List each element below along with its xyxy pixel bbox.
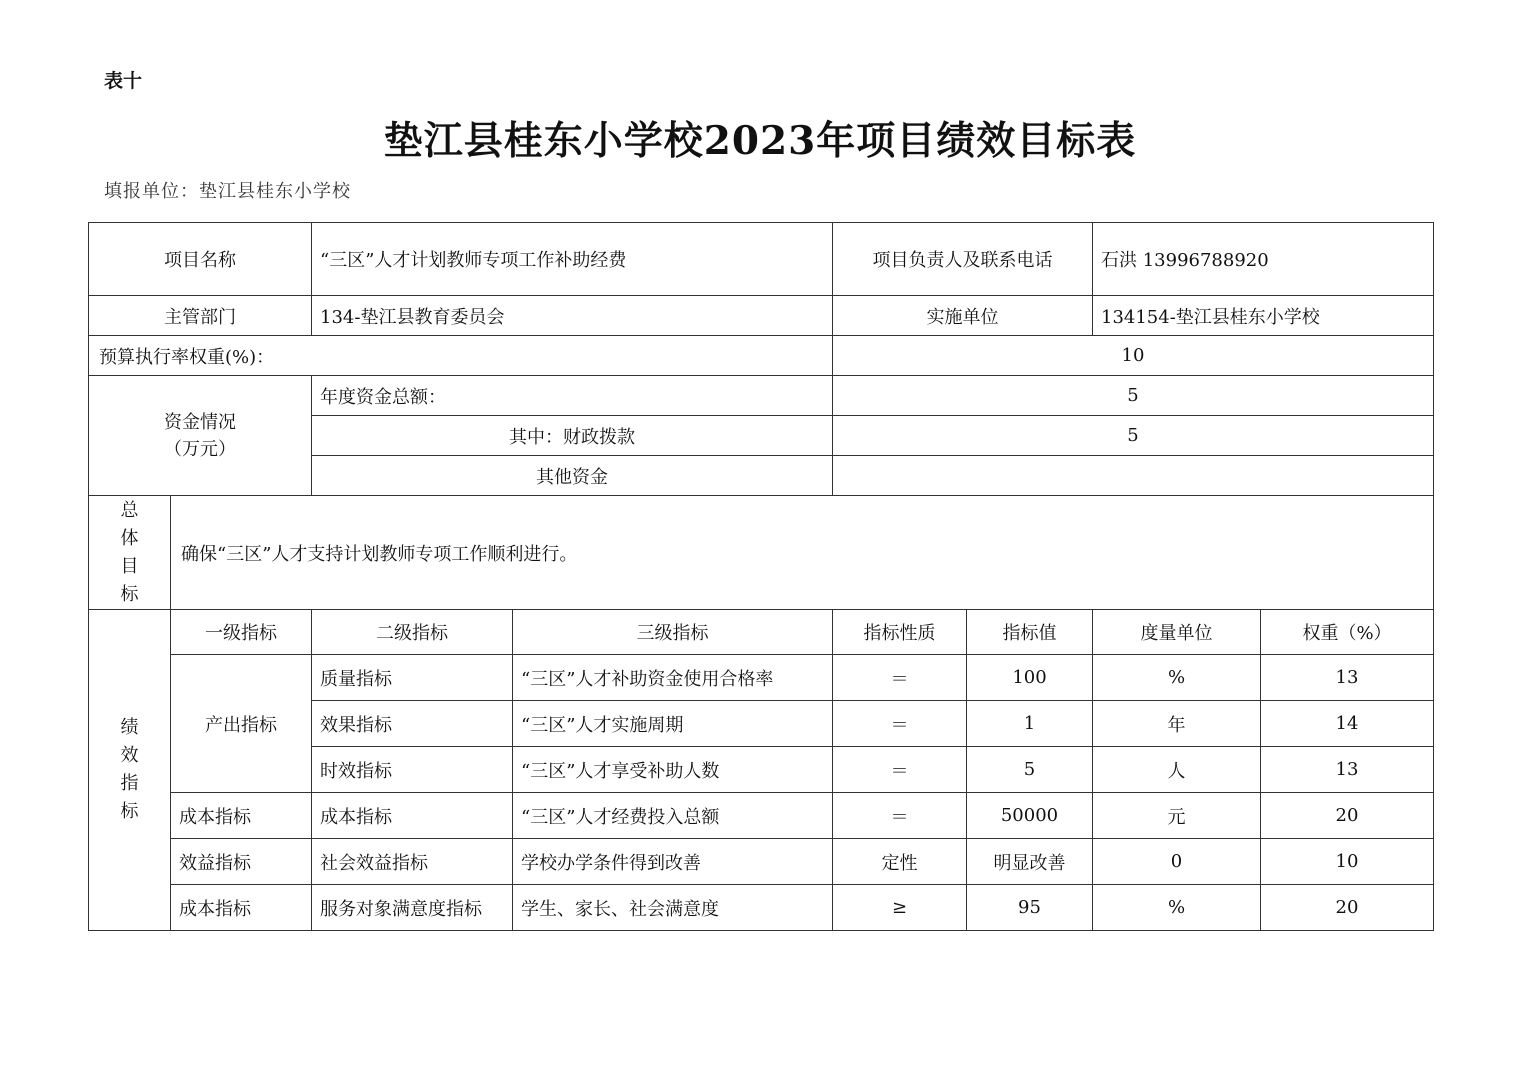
nature-cell: ≥ bbox=[833, 885, 967, 931]
level3-cell: 学生、家长、社会满意度 bbox=[513, 885, 833, 931]
indicator-label-char: 绩 bbox=[120, 717, 139, 738]
unit-cell: 元 bbox=[1093, 793, 1261, 839]
overall-goal-row bbox=[89, 496, 1434, 610]
budget-weight-label: 预算执行率权重(%)： bbox=[89, 336, 833, 376]
header-level2: 二级指标 bbox=[312, 610, 513, 655]
indicator-label-char: 效 bbox=[120, 745, 139, 766]
overall-goal-label bbox=[89, 496, 171, 610]
header-weight: 权重（%） bbox=[1261, 610, 1434, 655]
value-cell: 50000 bbox=[967, 793, 1093, 839]
weight-cell: 10 bbox=[1261, 839, 1434, 885]
table-row bbox=[89, 793, 1434, 839]
department-row bbox=[89, 296, 1434, 336]
table-number: 表十 bbox=[104, 70, 143, 92]
funds-unit-label: （万元） bbox=[164, 438, 236, 460]
indicator-header-row bbox=[89, 610, 1434, 655]
weight-cell: 13 bbox=[1261, 655, 1434, 701]
project-name-label: 项目名称 bbox=[89, 223, 312, 296]
project-name-value: “三区”人才计划教师专项工作补助经费 bbox=[312, 223, 833, 296]
header-value: 指标值 bbox=[967, 610, 1093, 655]
nature-cell: ＝ bbox=[833, 793, 967, 839]
header-nature: 指标性质 bbox=[833, 610, 967, 655]
header-unit: 度量单位 bbox=[1093, 610, 1261, 655]
level2-cell: 时效指标 bbox=[312, 747, 513, 793]
implementer-label: 实施单位 bbox=[833, 296, 1093, 336]
funds-fiscal-value: 5 bbox=[833, 416, 1434, 456]
header-level1: 一级指标 bbox=[171, 610, 312, 655]
level3-cell: “三区”人才补助资金使用合格率 bbox=[513, 655, 833, 701]
level3-cell: “三区”人才享受补助人数 bbox=[513, 747, 833, 793]
header-level3: 三级指标 bbox=[513, 610, 833, 655]
weight-cell: 13 bbox=[1261, 747, 1434, 793]
implementer-value: 134154-垫江县桂东小学校 bbox=[1093, 296, 1434, 336]
funds-total-value: 5 bbox=[833, 376, 1434, 416]
level1-cell: 成本指标 bbox=[171, 885, 312, 931]
unit-cell: % bbox=[1093, 655, 1261, 701]
performance-table bbox=[88, 222, 1434, 931]
funds-total-label: 年度资金总额： bbox=[312, 376, 833, 416]
value-cell: 95 bbox=[967, 885, 1093, 931]
nature-cell: ＝ bbox=[833, 701, 967, 747]
overall-goal-text: 确保“三区”人才支持计划教师专项工作顺利进行。 bbox=[171, 496, 1434, 610]
weight-cell: 20 bbox=[1261, 885, 1434, 931]
unit-cell: % bbox=[1093, 885, 1261, 931]
department-value: 134-垫江县教育委员会 bbox=[312, 296, 833, 336]
level1-cell: 成本指标 bbox=[171, 793, 312, 839]
budget-weight-row bbox=[89, 336, 1434, 376]
level1-cell: 效益指标 bbox=[171, 839, 312, 885]
level3-cell: “三区”人才实施周期 bbox=[513, 701, 833, 747]
funds-label: 资金情况 bbox=[164, 411, 236, 433]
funds-fiscal-label: 其中：财政拨款 bbox=[312, 416, 833, 456]
goal-label-char: 总 bbox=[120, 499, 139, 521]
level2-cell: 质量指标 bbox=[312, 655, 513, 701]
value-cell: 100 bbox=[967, 655, 1093, 701]
indicator-label-char: 指 bbox=[120, 773, 139, 794]
goal-label-char: 体 bbox=[120, 527, 139, 549]
reporting-unit: 填报单位：垫江县桂东小学校 bbox=[104, 181, 351, 202]
funds-other-label: 其他资金 bbox=[312, 456, 833, 496]
unit-cell: 年 bbox=[1093, 701, 1261, 747]
contact-label: 项目负责人及联系电话 bbox=[833, 223, 1093, 296]
budget-weight-value: 10 bbox=[833, 336, 1434, 376]
level3-cell: “三区”人才经费投入总额 bbox=[513, 793, 833, 839]
contact-value: 石洪 13996788920 bbox=[1093, 223, 1434, 296]
level2-cell: 社会效益指标 bbox=[312, 839, 513, 885]
goal-label-char: 标 bbox=[120, 583, 139, 605]
unit-cell: 0 bbox=[1093, 839, 1261, 885]
weight-cell: 20 bbox=[1261, 793, 1434, 839]
funds-other-value bbox=[833, 456, 1434, 496]
funds-total-row bbox=[89, 376, 1434, 416]
table-row bbox=[89, 885, 1434, 931]
table-row bbox=[89, 839, 1434, 885]
level2-cell: 成本指标 bbox=[312, 793, 513, 839]
level2-cell: 效果指标 bbox=[312, 701, 513, 747]
value-cell: 明显改善 bbox=[967, 839, 1093, 885]
output-group-label: 产出指标 bbox=[171, 655, 312, 793]
unit-cell: 人 bbox=[1093, 747, 1261, 793]
goal-label-char: 目 bbox=[120, 555, 139, 577]
funds-label-cell bbox=[89, 376, 312, 496]
weight-cell: 14 bbox=[1261, 701, 1434, 747]
value-cell: 1 bbox=[967, 701, 1093, 747]
value-cell: 5 bbox=[967, 747, 1093, 793]
table-row bbox=[89, 655, 1434, 701]
level2-cell: 服务对象满意度指标 bbox=[312, 885, 513, 931]
project-name-row bbox=[89, 223, 1434, 296]
page-title: 垫江县桂东小学校2023年项目绩效目标表 bbox=[383, 118, 1137, 164]
department-label: 主管部门 bbox=[89, 296, 312, 336]
indicator-section-label bbox=[89, 610, 171, 931]
level3-cell: 学校办学条件得到改善 bbox=[513, 839, 833, 885]
indicator-label-char: 标 bbox=[120, 801, 139, 822]
nature-cell: ＝ bbox=[833, 747, 967, 793]
nature-cell: 定性 bbox=[833, 839, 967, 885]
nature-cell: ＝ bbox=[833, 655, 967, 701]
